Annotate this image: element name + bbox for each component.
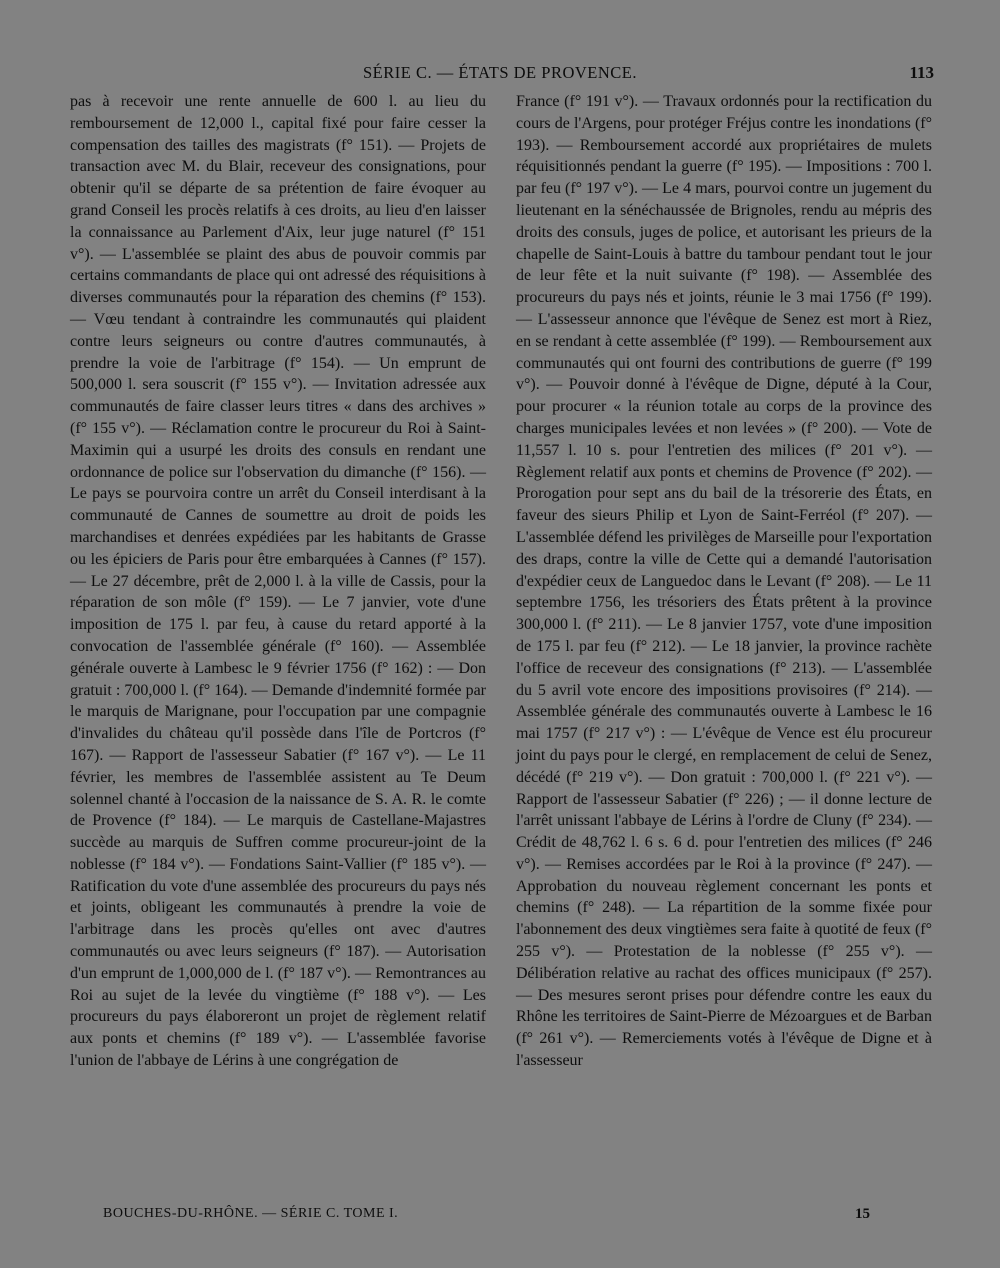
text-column-right <box>516 91 932 1072</box>
right-column-text: France (f° 191 v°). — Travaux ordonnés pour la rectification du cours de l'Argens, pour protéger Fréjus contre les inondations (f° 193). — Remboursement accordé aux propriétaires de mulets réquisitionnés pendant la guerre (f° 195). — Impositions : 700 l. par feu (f° 197 v°). — Le 4 mars, pourvoi contre un jugement du lieutenant en la sénéchaussée de Brignoles, rendu au mépris des droits des consuls, juges de police, et autorisant les prieurs de la chapelle de Saint-Louis à battre du tambour pendant tout le jour de leur fête et la nuit suivante (f° 198). — Assemblée des procureurs du pays nés et joints, réunie le 3 mai 1756 (f° 199). — L'assesseur annonce que l'évêque de Senez est mort à Riez, en se rendant à cette assemblée (f° 199). — Remboursement aux communautés qui ont fourni des contributions de guerre (f° 199 v°). — Pouvoir donné à l'évêque de Digne, député à la Cour, pour procurer « la réunion totale au corps de la province des charges municipales levées et non levées » (f° 200). — Vote de 11,557 l. 10 s. pour l'entretien des milices (f° 201 v°). — Règlement relatif aux ponts et chemins de Provence (f° 202). — Prorogation pour sept ans du bail de la trésorerie des États, en faveur des sieurs Philip et Lyon de Saint-Ferréol (f° 207). — L'assemblée défend les privilèges de Marseille pour l'exportation des draps, contre la ville de Cette qui a demandé l'autorisation d'expédier ceux de Languedoc dans le Levant (f° 208). — Le 11 septembre 1756, les trésoriers des États prêtent à la province 300,000 l. (f° 211). — Le 8 janvier 1757, vote d'une imposition de 175 l. par feu (f° 212). — Le 18 janvier, la province rachète l'office de receveur des consignations (f° 213). — L'assemblée du 5 avril vote encore des impositions provisoires (f° 214). — Assemblée générale des communautés ouverte à Lambesc le 16 mai 1757 (f° 217 v°) : — L'évêque de Vence est élu procureur joint du pays pour le clergé, en remplacement de celui de Senez, décédé (f° 219 v°). — Don gratuit : 700,000 l. (f° 221 v°). — Rapport de l'assesseur Sabatier (f° 226) ; — il donne lecture de l'arrêt unissant l'abbaye de Lérins à l'ordre de Cluny (f° 234). — Crédit de 48,762 l. 6 s. 6 d. pour l'entretien des milices (f° 246 v°). — Remises accordées par le Roi à la province (f° 247). — Approbation du nouveau règlement concernant les ponts et chemins (f° 248). — La répartition de la somme fixée pour l'abonnement des deux vingtièmes sera faite à quotité de feux (f° 255 v°). — Protestation de la noblesse (f° 255 v°). — Délibération relative au rachat des offices municipaux (f° 257). — Des mesures seront prises pour défendre contre les eaux du Rhône les territoires de Saint-Pierre de Mézoargues et de Barban (f° 261 v°). — Remerciements votés à l'évêque de Digne et à l'assesseur <box>516 93 932 1070</box>
text-column-left <box>70 91 486 1072</box>
left-column-text: pas à recevoir une rente annuelle de 600 l. au lieu du remboursement de 12,000 l., capital fixé pour faire cesser la compensation des tailles des magistrats (f° 151). — Projets de transaction avec M. du Blair, receveur des consignations, pour obtenir qu'il se départe de sa prétention de faire évoquer au grand Conseil les procès relatifs à ces droits, au lieu d'en laisser la connaissance au Parlement d'Aix, leur juge naturel (f° 151 v°). — L'assemblée se plaint des abus de pouvoir commis par certains commandants de place qui ont adressé des réquisitions à diverses communautés pour la réparation des chemins (f° 153). — Vœu tendant à contraindre les communautés qui plaident contre leurs seigneurs ou contre d'autres communautés, à prendre la voie de l'arbitrage (f° 154). — Un emprunt de 500,000 l. sera souscrit (f° 155 v°). — Invitation adressée aux communautés de faire classer leurs titres « dans des archives » (f° 155 v°). — Réclamation contre le procureur du Roi à Saint-Maximin qui a usurpé les droits des consuls en rendant une ordonnance de police sur l'observation du dimanche (f° 156). — Le pays se pourvoira contre un arrêt du Conseil interdisant à la communauté de Cannes de soumettre au droit de poids les marchandises et denrées expédiées par les habitants de Grasse ou les épiciers de Paris pour être embarquées à Cannes (f° 157). — Le 27 décembre, prêt de 2,000 l. à la ville de Cassis, pour la réparation de son môle (f° 159). — Le 7 janvier, vote d'une imposition de 175 l. par feu, à cause du retard apporté à la convocation de l'assemblée générale (f° 160). — Assemblée générale ouverte à Lambesc le 9 février 1756 (f° 162) : — Don gratuit : 700,000 l. (f° 164). — Demande d'indemnité formée par le marquis de Marignane, pour l'occupation par une compagnie d'invalides du château qu'il possède dans l'île de Portcros (f° 167). — Rapport de l'assesseur Sabatier (f° 167 v°). — Le 11 février, les membres de l'assemblée assistent au Te Deum solennel chanté à l'occasion de la naissance de S. A. R. le comte de Provence (f° 184). — Le marquis de Castellane-Majastres succède au marquis de Suffren comme procureur-joint de la noblesse (f° 184 v°). — Fondations Saint-Vallier (f° 185 v°). — Ratification du vote d'une assemblée des procureurs du pays nés et joints, obligeant les communautés à prendre la voie de l'arbitrage dans les procès qu'elles ont avec d'autres communautés ou avec leurs seigneurs (f° 187). — Autorisation d'un emprunt de 1,000,000 de l. (f° 187 v°). — Remontrances au Roi au sujet de la levée du vingtième (f° 188 v°). — Les procureurs du pays élaboreront un projet de règlement relatif aux ponts et chemins (f° 189 v°). — L'assemblée favorise l'union de l'abbaye de Lérins à une congrégation de <box>70 93 486 1070</box>
footer-series-label: BOUCHES-DU-RHÔNE. — SÉRIE C. TOME I. <box>103 1206 399 1221</box>
page-number: 113 <box>909 63 934 82</box>
running-header: SÉRIE C. — ÉTATS DE PROVENCE. <box>363 63 637 82</box>
footer-signature-number: 15 <box>855 1206 870 1222</box>
